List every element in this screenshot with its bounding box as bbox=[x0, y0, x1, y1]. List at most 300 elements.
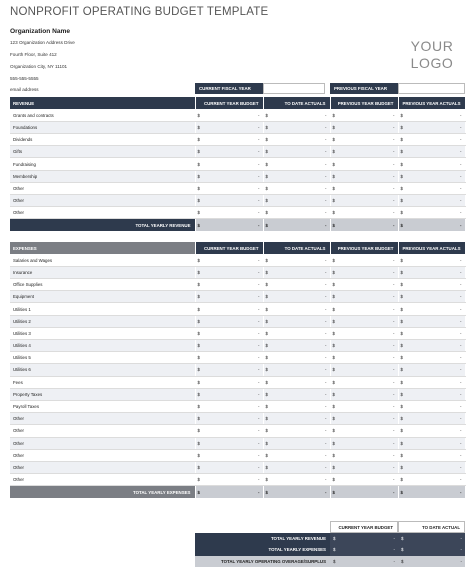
line-item-label[interactable]: Grants and contracts bbox=[10, 109, 195, 121]
amount-cell[interactable] bbox=[263, 315, 330, 327]
amount-cell[interactable] bbox=[195, 291, 263, 303]
line-item-label[interactable]: Other bbox=[10, 195, 195, 207]
line-item-label[interactable]: Other bbox=[10, 182, 195, 194]
amount-cell[interactable] bbox=[330, 170, 398, 182]
amount-value: - bbox=[258, 269, 260, 275]
amount-cell[interactable] bbox=[263, 327, 330, 339]
line-item-label[interactable]: Utilities 5 bbox=[10, 352, 195, 364]
currency-symbol: $ bbox=[400, 464, 403, 470]
currency-symbol: $ bbox=[332, 282, 335, 288]
amount-value: - bbox=[258, 222, 260, 228]
currency-symbol: $ bbox=[400, 343, 403, 349]
line-item-label[interactable]: Utilities 1 bbox=[10, 303, 195, 315]
line-item-label[interactable]: Other bbox=[10, 425, 195, 437]
amount-cell[interactable] bbox=[330, 315, 398, 327]
column-header: PREVIOUS YEAR BUDGET bbox=[330, 97, 398, 109]
organization-name[interactable]: Organization Name bbox=[10, 28, 71, 35]
amount-cell[interactable] bbox=[398, 327, 465, 339]
amount-cell[interactable] bbox=[263, 376, 330, 388]
amount-cell[interactable] bbox=[263, 254, 330, 266]
column-header: PREVIOUS YEAR ACTUALS bbox=[398, 242, 465, 254]
column-header: TO DATE ACTUALS bbox=[263, 97, 330, 109]
amount-value: - bbox=[393, 367, 395, 373]
amount-cell[interactable] bbox=[263, 449, 330, 461]
amount-cell[interactable] bbox=[398, 388, 465, 400]
amount-cell[interactable] bbox=[330, 474, 398, 486]
amount-cell[interactable] bbox=[398, 315, 465, 327]
amount-cell[interactable] bbox=[195, 195, 263, 207]
amount-value: - bbox=[258, 185, 260, 191]
column-header: PREVIOUS YEAR BUDGET bbox=[330, 242, 398, 254]
currency-symbol: $ bbox=[197, 318, 200, 324]
summary-amount-cell[interactable] bbox=[330, 544, 398, 556]
amount-cell[interactable] bbox=[195, 134, 263, 146]
line-item-label[interactable]: Other bbox=[10, 437, 195, 449]
total-amount-cell[interactable] bbox=[330, 486, 398, 498]
total-row bbox=[10, 486, 465, 498]
amount-value: - bbox=[325, 318, 327, 324]
currency-symbol: $ bbox=[400, 137, 403, 143]
line-item-label[interactable]: Other bbox=[10, 413, 195, 425]
amount-cell[interactable] bbox=[195, 413, 263, 425]
amount-cell[interactable] bbox=[263, 291, 330, 303]
amount-value: - bbox=[325, 404, 327, 410]
summary-row bbox=[195, 556, 465, 568]
amount-cell[interactable] bbox=[263, 388, 330, 400]
logo-placeholder bbox=[402, 38, 462, 72]
previous-fiscal-year-input[interactable] bbox=[398, 83, 465, 94]
amount-value: - bbox=[460, 161, 462, 167]
currency-symbol: $ bbox=[401, 558, 404, 564]
fiscal-year-row bbox=[195, 83, 465, 94]
currency-symbol: $ bbox=[332, 452, 335, 458]
table-row bbox=[10, 340, 465, 352]
currency-symbol: $ bbox=[197, 489, 200, 495]
amount-value: - bbox=[393, 404, 395, 410]
amount-cell[interactable] bbox=[398, 121, 465, 133]
currency-symbol: $ bbox=[400, 173, 403, 179]
summary-amount-cell[interactable] bbox=[398, 544, 465, 556]
currency-symbol: $ bbox=[265, 306, 268, 312]
amount-value: - bbox=[460, 294, 462, 300]
amount-cell[interactable] bbox=[263, 303, 330, 315]
amount-cell[interactable] bbox=[263, 266, 330, 278]
currency-symbol: $ bbox=[332, 210, 335, 216]
amount-value: - bbox=[393, 161, 395, 167]
table-row bbox=[10, 291, 465, 303]
amount-cell[interactable] bbox=[330, 109, 398, 121]
amount-cell[interactable] bbox=[398, 352, 465, 364]
currency-symbol: $ bbox=[400, 379, 403, 385]
currency-symbol: $ bbox=[265, 222, 268, 228]
amount-cell[interactable] bbox=[398, 182, 465, 194]
amount-value: - bbox=[393, 440, 395, 446]
amount-cell[interactable] bbox=[195, 364, 263, 376]
amount-cell[interactable] bbox=[398, 364, 465, 376]
table-row bbox=[10, 461, 465, 473]
amount-value: - bbox=[460, 428, 462, 434]
amount-value: - bbox=[460, 391, 462, 397]
total-amount-cell[interactable] bbox=[398, 219, 465, 231]
address-line-1[interactable]: 123 Organization Address Drive bbox=[10, 40, 75, 45]
amount-cell[interactable] bbox=[330, 254, 398, 266]
amount-cell[interactable] bbox=[398, 109, 465, 121]
currency-symbol: $ bbox=[197, 367, 200, 373]
amount-cell[interactable] bbox=[330, 425, 398, 437]
line-item-label[interactable]: Fundraising bbox=[10, 158, 195, 170]
amount-cell[interactable] bbox=[195, 121, 263, 133]
current-fiscal-year-label: CURRENT FISCAL YEAR bbox=[195, 83, 263, 94]
summary-header bbox=[195, 521, 465, 533]
currency-symbol: $ bbox=[332, 489, 335, 495]
amount-cell[interactable] bbox=[398, 437, 465, 449]
amount-cell[interactable] bbox=[263, 474, 330, 486]
currency-symbol: $ bbox=[332, 185, 335, 191]
column-header: CURRENT YEAR BUDGET bbox=[195, 97, 263, 109]
section-header: EXPENSES bbox=[10, 242, 195, 254]
column-header: TO DATE ACTUALS bbox=[263, 242, 330, 254]
amount-value: - bbox=[325, 464, 327, 470]
amount-cell[interactable] bbox=[195, 170, 263, 182]
line-item-label[interactable]: Membership bbox=[10, 170, 195, 182]
amount-value: - bbox=[393, 379, 395, 385]
amount-cell[interactable] bbox=[330, 121, 398, 133]
amount-cell[interactable] bbox=[398, 170, 465, 182]
line-item-label[interactable]: Other bbox=[10, 474, 195, 486]
logo-line-1: YOUR bbox=[410, 38, 454, 54]
amount-value: - bbox=[460, 416, 462, 422]
amount-cell[interactable] bbox=[330, 413, 398, 425]
amount-value: - bbox=[393, 318, 395, 324]
amount-cell[interactable] bbox=[195, 315, 263, 327]
summary-row-label: TOTAL YEARLY OPERATING OVERAGE/SURPLUS bbox=[195, 556, 330, 568]
amount-cell[interactable] bbox=[263, 207, 330, 219]
line-item-label[interactable]: Salaries and Wages bbox=[10, 254, 195, 266]
amount-cell[interactable] bbox=[195, 266, 263, 278]
table-row bbox=[10, 266, 465, 278]
amount-cell[interactable] bbox=[263, 146, 330, 158]
amount-cell[interactable] bbox=[195, 182, 263, 194]
currency-symbol: $ bbox=[400, 149, 403, 155]
amount-cell[interactable] bbox=[195, 254, 263, 266]
line-item-label[interactable]: Utilities 3 bbox=[10, 327, 195, 339]
amount-cell[interactable] bbox=[195, 109, 263, 121]
amount-value: - bbox=[325, 222, 327, 228]
summary-amount-cell[interactable] bbox=[398, 533, 465, 545]
currency-symbol: $ bbox=[332, 428, 335, 434]
total-label: TOTAL YEARLY REVENUE bbox=[10, 219, 195, 231]
total-amount-cell[interactable] bbox=[195, 219, 263, 231]
currency-symbol: $ bbox=[265, 440, 268, 446]
total-amount-cell[interactable] bbox=[195, 486, 263, 498]
amount-value: - bbox=[325, 137, 327, 143]
amount-cell[interactable] bbox=[263, 437, 330, 449]
currency-symbol: $ bbox=[197, 306, 200, 312]
amount-cell[interactable] bbox=[330, 376, 398, 388]
amount-cell[interactable] bbox=[330, 364, 398, 376]
table-row bbox=[10, 437, 465, 449]
amount-cell[interactable] bbox=[263, 279, 330, 291]
currency-symbol: $ bbox=[197, 416, 200, 422]
table-row bbox=[10, 413, 465, 425]
currency-symbol: $ bbox=[400, 161, 403, 167]
summary-amount-cell[interactable] bbox=[330, 533, 398, 545]
currency-symbol: $ bbox=[197, 112, 200, 118]
line-item-label[interactable]: Dividends bbox=[10, 134, 195, 146]
summary-row bbox=[195, 533, 465, 545]
currency-symbol: $ bbox=[265, 137, 268, 143]
total-amount-cell[interactable] bbox=[263, 219, 330, 231]
amount-cell[interactable] bbox=[263, 170, 330, 182]
amount-cell[interactable] bbox=[330, 195, 398, 207]
currency-symbol: $ bbox=[332, 294, 335, 300]
table-row bbox=[10, 109, 465, 121]
total-amount-cell[interactable] bbox=[398, 486, 465, 498]
line-item-label[interactable]: Equipment bbox=[10, 291, 195, 303]
amount-value: - bbox=[258, 440, 260, 446]
amount-cell[interactable] bbox=[263, 195, 330, 207]
amount-value: - bbox=[393, 149, 395, 155]
amount-cell[interactable] bbox=[263, 413, 330, 425]
amount-cell[interactable] bbox=[263, 364, 330, 376]
amount-cell[interactable] bbox=[195, 376, 263, 388]
amount-cell[interactable] bbox=[398, 413, 465, 425]
summary-amount-cell[interactable] bbox=[330, 556, 398, 568]
table-row bbox=[10, 364, 465, 376]
table-row bbox=[10, 327, 465, 339]
amount-cell[interactable] bbox=[330, 134, 398, 146]
amount-value: - bbox=[393, 330, 395, 336]
amount-cell[interactable] bbox=[330, 207, 398, 219]
currency-symbol: $ bbox=[332, 404, 335, 410]
amount-cell[interactable] bbox=[398, 474, 465, 486]
amount-cell[interactable] bbox=[263, 340, 330, 352]
amount-value: - bbox=[393, 112, 395, 118]
amount-value: - bbox=[460, 112, 462, 118]
amount-cell[interactable] bbox=[263, 158, 330, 170]
email-address[interactable]: email address bbox=[10, 87, 39, 92]
amount-cell[interactable] bbox=[263, 352, 330, 364]
amount-value: - bbox=[393, 173, 395, 179]
amount-cell[interactable] bbox=[330, 449, 398, 461]
amount-cell[interactable] bbox=[398, 158, 465, 170]
phone-number[interactable]: 555-555-5555 bbox=[10, 76, 39, 81]
amount-cell[interactable] bbox=[330, 388, 398, 400]
amount-cell[interactable] bbox=[330, 158, 398, 170]
line-item-label[interactable]: Payroll Taxes bbox=[10, 400, 195, 412]
amount-cell[interactable] bbox=[195, 327, 263, 339]
amount-value: - bbox=[393, 124, 395, 130]
amount-value: - bbox=[460, 535, 462, 541]
amount-cell[interactable] bbox=[195, 388, 263, 400]
line-item-label[interactable]: Utilities 4 bbox=[10, 340, 195, 352]
line-item-label[interactable]: Other bbox=[10, 461, 195, 473]
currency-symbol: $ bbox=[400, 489, 403, 495]
amount-cell[interactable] bbox=[398, 279, 465, 291]
amount-cell[interactable] bbox=[398, 291, 465, 303]
amount-cell[interactable] bbox=[195, 158, 263, 170]
amount-cell[interactable] bbox=[398, 266, 465, 278]
amount-value: - bbox=[325, 477, 327, 483]
amount-value: - bbox=[393, 198, 395, 204]
amount-cell[interactable] bbox=[398, 134, 465, 146]
amount-cell[interactable] bbox=[330, 182, 398, 194]
summary-row bbox=[195, 544, 465, 556]
amount-cell[interactable] bbox=[263, 425, 330, 437]
amount-value: - bbox=[258, 137, 260, 143]
currency-symbol: $ bbox=[332, 124, 335, 130]
currency-symbol: $ bbox=[333, 547, 336, 552]
amount-cell[interactable] bbox=[398, 207, 465, 219]
amount-value: - bbox=[258, 355, 260, 361]
amount-cell[interactable] bbox=[398, 303, 465, 315]
amount-value: - bbox=[460, 198, 462, 204]
currency-symbol: $ bbox=[401, 535, 404, 541]
total-amount-cell[interactable] bbox=[263, 486, 330, 498]
amount-cell[interactable] bbox=[195, 474, 263, 486]
amount-cell[interactable] bbox=[263, 461, 330, 473]
amount-value: - bbox=[460, 257, 462, 263]
amount-cell[interactable] bbox=[195, 146, 263, 158]
currency-symbol: $ bbox=[197, 355, 200, 361]
amount-cell[interactable] bbox=[330, 340, 398, 352]
amount-value: - bbox=[460, 282, 462, 288]
amount-value: - bbox=[460, 404, 462, 410]
amount-cell[interactable] bbox=[398, 340, 465, 352]
address-city[interactable]: Organization City, NY 11101 bbox=[10, 64, 68, 69]
currency-symbol: $ bbox=[265, 161, 268, 167]
currency-symbol: $ bbox=[197, 222, 200, 228]
currency-symbol: $ bbox=[400, 222, 403, 228]
summary-row-label: TOTAL YEARLY REVENUE bbox=[195, 533, 330, 545]
amount-cell[interactable] bbox=[263, 109, 330, 121]
currency-symbol: $ bbox=[332, 161, 335, 167]
amount-value: - bbox=[460, 330, 462, 336]
currency-symbol: $ bbox=[265, 489, 268, 495]
currency-symbol: $ bbox=[332, 440, 335, 446]
amount-cell[interactable] bbox=[330, 461, 398, 473]
line-item-label[interactable]: Utilities 6 bbox=[10, 364, 195, 376]
currency-symbol: $ bbox=[265, 185, 268, 191]
currency-symbol: $ bbox=[197, 452, 200, 458]
amount-cell[interactable] bbox=[195, 461, 263, 473]
currency-symbol: $ bbox=[265, 464, 268, 470]
amount-value: - bbox=[460, 343, 462, 349]
amount-cell[interactable] bbox=[330, 352, 398, 364]
amount-value: - bbox=[258, 124, 260, 130]
amount-cell[interactable] bbox=[398, 461, 465, 473]
amount-value: - bbox=[393, 428, 395, 434]
amount-cell[interactable] bbox=[330, 146, 398, 158]
section-header: REVENUE bbox=[10, 97, 195, 109]
line-item-label[interactable]: Office Supplies bbox=[10, 279, 195, 291]
current-fiscal-year-input[interactable] bbox=[263, 83, 325, 94]
amount-cell[interactable] bbox=[330, 291, 398, 303]
line-item-label[interactable]: Fees bbox=[10, 376, 195, 388]
amount-value: - bbox=[258, 112, 260, 118]
currency-symbol: $ bbox=[265, 257, 268, 263]
amount-cell[interactable] bbox=[398, 449, 465, 461]
amount-cell[interactable] bbox=[195, 400, 263, 412]
currency-symbol: $ bbox=[332, 149, 335, 155]
amount-cell[interactable] bbox=[263, 134, 330, 146]
summary-col-current-budget: CURRENT YEAR BUDGET bbox=[330, 521, 398, 533]
amount-cell[interactable] bbox=[195, 279, 263, 291]
amount-cell[interactable] bbox=[330, 303, 398, 315]
amount-cell[interactable] bbox=[195, 207, 263, 219]
amount-cell[interactable] bbox=[398, 400, 465, 412]
column-header: CURRENT YEAR BUDGET bbox=[195, 242, 263, 254]
line-item-label[interactable]: Gifts bbox=[10, 146, 195, 158]
amount-value: - bbox=[460, 173, 462, 179]
section-header-row bbox=[10, 97, 465, 109]
amount-value: - bbox=[325, 282, 327, 288]
line-item-label[interactable]: Insurance bbox=[10, 266, 195, 278]
amount-cell[interactable] bbox=[195, 340, 263, 352]
amount-value: - bbox=[258, 343, 260, 349]
amount-value: - bbox=[393, 464, 395, 470]
amount-value: - bbox=[258, 330, 260, 336]
amount-cell[interactable] bbox=[263, 182, 330, 194]
amount-cell[interactable] bbox=[195, 352, 263, 364]
amount-cell[interactable] bbox=[263, 400, 330, 412]
line-item-label[interactable]: Utilities 2 bbox=[10, 315, 195, 327]
currency-symbol: $ bbox=[400, 355, 403, 361]
amount-cell[interactable] bbox=[195, 449, 263, 461]
table-row bbox=[10, 474, 465, 486]
amount-cell[interactable] bbox=[195, 425, 263, 437]
amount-cell[interactable] bbox=[195, 303, 263, 315]
table-row bbox=[10, 315, 465, 327]
amount-cell[interactable] bbox=[330, 266, 398, 278]
line-item-label[interactable]: Property Taxes bbox=[10, 388, 195, 400]
amount-cell[interactable] bbox=[398, 254, 465, 266]
table-row bbox=[10, 425, 465, 437]
amount-cell[interactable] bbox=[330, 437, 398, 449]
amount-value: - bbox=[325, 330, 327, 336]
line-item-label[interactable]: Other bbox=[10, 449, 195, 461]
total-row bbox=[10, 219, 465, 231]
currency-symbol: $ bbox=[265, 391, 268, 397]
amount-cell[interactable] bbox=[263, 121, 330, 133]
line-item-label[interactable]: Foundations bbox=[10, 121, 195, 133]
amount-cell[interactable] bbox=[398, 425, 465, 437]
currency-symbol: $ bbox=[197, 391, 200, 397]
amount-cell[interactable] bbox=[330, 279, 398, 291]
table-row bbox=[10, 279, 465, 291]
currency-symbol: $ bbox=[400, 367, 403, 373]
address-line-2[interactable]: Fourth Floor, Suite 412 bbox=[10, 52, 57, 57]
summary-amount-cell[interactable] bbox=[398, 556, 465, 568]
currency-symbol: $ bbox=[400, 440, 403, 446]
total-amount-cell[interactable] bbox=[330, 219, 398, 231]
amount-cell[interactable] bbox=[330, 327, 398, 339]
currency-symbol: $ bbox=[197, 198, 200, 204]
currency-symbol: $ bbox=[197, 173, 200, 179]
currency-symbol: $ bbox=[265, 330, 268, 336]
currency-symbol: $ bbox=[332, 343, 335, 349]
amount-value: - bbox=[258, 294, 260, 300]
line-item-label[interactable]: Other bbox=[10, 207, 195, 219]
amount-cell[interactable] bbox=[398, 376, 465, 388]
amount-cell[interactable] bbox=[398, 195, 465, 207]
amount-cell[interactable] bbox=[398, 146, 465, 158]
currency-symbol: $ bbox=[265, 269, 268, 275]
currency-symbol: $ bbox=[197, 185, 200, 191]
currency-symbol: $ bbox=[332, 306, 335, 312]
amount-cell[interactable] bbox=[195, 437, 263, 449]
amount-cell[interactable] bbox=[330, 400, 398, 412]
